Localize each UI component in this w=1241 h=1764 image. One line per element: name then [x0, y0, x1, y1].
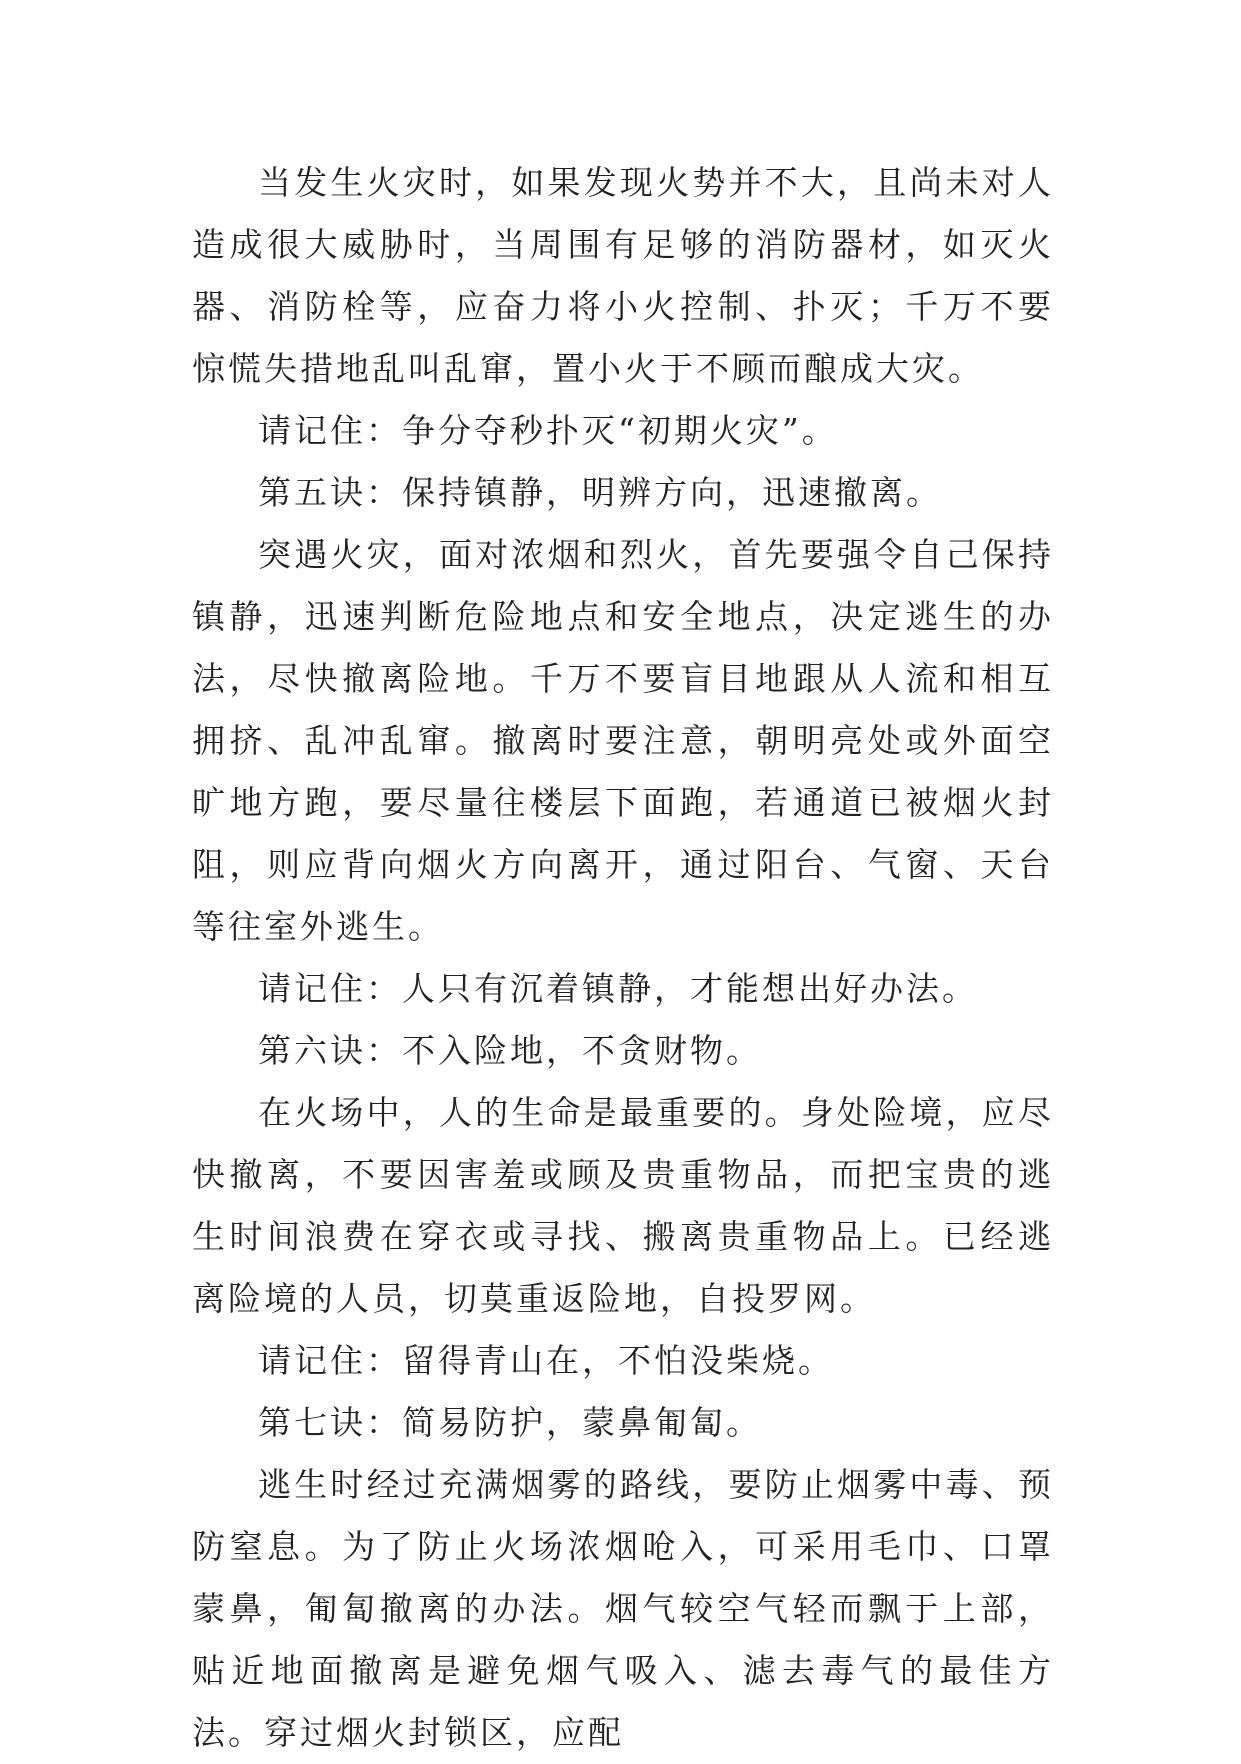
- paragraph-remember-green-hills: 请记住：留得青山在，不怕没柴烧。: [258, 1341, 834, 1380]
- paragraph-life-most-important: 在火场中，人的生命是最重要的。身处险境，应尽快撤离，不要因害羞或顾及贵重物品，而把宝贵的逃生时间浪费在穿衣或寻找、搬离贵重物品上。已经逃离险境的人员，切莫重返险地，自投罗网。: [192, 1093, 1054, 1318]
- paragraph-tip-seven-heading: 第七诀：简易防护，蒙鼻匍匐。: [258, 1403, 762, 1442]
- paragraph-tip-six-heading: 第六诀：不入险地，不贪财物。: [258, 1031, 762, 1070]
- paragraph-stay-calm-evacuate: 突遇火灾，面对浓烟和烈火，首先要强令自己保持镇静，迅速判断危险地点和安全地点，决定逃生的办法，尽快撤离险地。千万不要盲目地跟从人流和相互拥挤、乱冲乱窜。撤离时要注意，朝明亮处或外面空旷地方跑，要尽量往楼层下面跑，若通道已被烟火封阻，则应背向烟火方向离开，通过阳台、气窗、天台等往室外逃生。: [192, 535, 1054, 946]
- paragraph-smoke-protection: 逃生时经过充满烟雾的路线，要防止烟雾中毒、预防窒息。为了防止火场浓烟呛入，可采用毛巾、口罩蒙鼻，匍匐撤离的办法。烟气较空气轻而飘于上部，贴近地面撤离是避免烟气吸入、滤去毒气的最佳方法。穿过烟火封锁区，应配: [192, 1465, 1054, 1752]
- paragraph-remember-calm: 请记住：人只有沉着镇静，才能想出好办法。: [258, 969, 978, 1008]
- document-body: [192, 152, 1054, 1764]
- paragraph-tip-five-heading: 第五诀：保持镇静，明辨方向，迅速撤离。: [258, 473, 942, 512]
- paragraph-fire-small-extinguish: 当发生火灾时，如果发现火势并不大，且尚未对人造成很大威胁时，当周围有足够的消防器材，如灭火器、消防栓等，应奋力将小火控制、扑灭；千万不要惊慌失措地乱叫乱窜，置小火于不顾而酿成大灾。: [192, 163, 1054, 388]
- paragraph-remember-early-fire: 请记住：争分夺秒扑灭“初期火灾”。: [258, 411, 838, 450]
